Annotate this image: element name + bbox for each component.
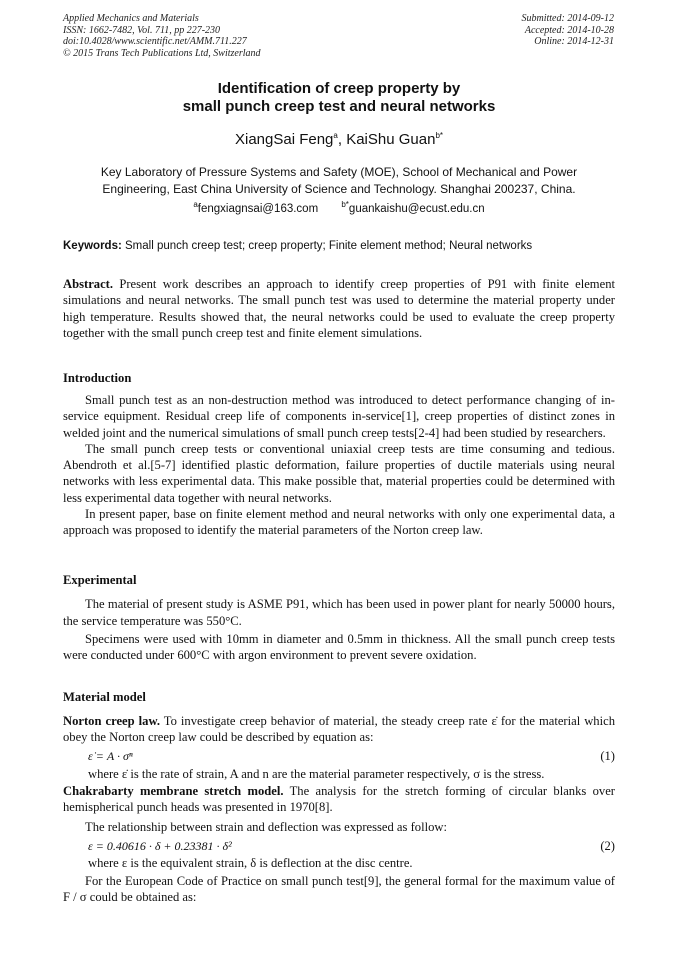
experimental-paragraph-2: Specimens were used with 10mm in diameter and 0.5mm in thickness. All the small punch creep tests were conducted under 600°C with argon environment to prevent severe oxidation.: [63, 631, 615, 663]
european-code-paragraph: [63, 873, 615, 906]
experimental-heading: Experimental: [63, 573, 137, 587]
experimental-section: [63, 572, 615, 588]
author-2: KaiShu Guan: [346, 131, 436, 148]
equation-2-where: where ε is the equivalent strain, δ is deflection at the disc centre.: [88, 856, 413, 870]
paper-title: [0, 80, 678, 115]
chakrabarty-label: Chakrabarty membrane stretch model.: [63, 784, 284, 798]
author-list: [0, 131, 678, 148]
author-separator: ,: [337, 131, 347, 148]
introduction-heading: Introduction: [63, 371, 132, 385]
norton-text: To investigate creep behavior of material, the steady creep rate ε̇ for the material which obey the Norton creep law could be described by equation as:: [63, 714, 615, 745]
author-1: XiangSai Feng: [235, 131, 334, 148]
submitted-date: Submitted: 2014-09-12: [521, 13, 614, 24]
equation-2: [88, 839, 615, 854]
chakrabarty-paragraph: [63, 783, 615, 835]
relation-sentence: The relationship between strain and deflection was expressed as follow:: [85, 819, 447, 834]
email-1-block: [193, 200, 319, 215]
equation-1-number: (1): [600, 749, 615, 763]
title-line-2: small punch creep test and neural networks: [182, 97, 496, 115]
author-1-sup: a: [333, 131, 338, 140]
norton-label: Norton creep law.: [63, 714, 160, 728]
journal-name: Applied Mechanics and Materials: [63, 13, 199, 24]
journal-header-left: [63, 13, 261, 59]
keywords-label: Keywords:: [63, 240, 122, 252]
affiliation-line-1: Key Laboratory of Pressure Systems and Safety (MOE), School of Mechanical and Power: [100, 165, 578, 179]
intro-paragraph-3: In present paper, base on finite element method and neural networks with only one experimental data, a approach was proposed to identify the material parameters of the Norton creep law.: [63, 507, 615, 538]
chakrabarty-text: The analysis for the stretch forming of circular blanks over hemispherical punch heads was presented in 1970[8].: [63, 784, 615, 815]
accepted-date: Accepted: 2014-10-28: [524, 24, 614, 36]
norton-paragraph: [63, 713, 615, 746]
european-code-text: For the European Code of Practice on small punch test[9], the general formal for the maximum value of F / σ could be obtained as:: [63, 874, 615, 905]
affiliation: [70, 164, 608, 197]
issn-line: ISSN: 1662-7482, Vol. 711, pp 227-230: [63, 24, 221, 36]
email-2-block: [341, 200, 485, 215]
keywords: [63, 240, 615, 252]
copyright-line: © 2015 Trans Tech Publications Ltd, Switzerland: [63, 47, 261, 59]
equation-2-number: (2): [600, 839, 615, 853]
email-2[interactable]: guankaishu@ecust.edu.cn: [348, 203, 485, 215]
intro-paragraph-1: Small punch test as an non-destruction method was introduced to detect performance changing of in-service equipment. Residual creep life of components in-service[1], creep properties of distinct zones in welded joint and the numerical simulations of small punch creep tests[2-4] had been studied by researchers.: [63, 393, 615, 440]
equation-1: [88, 749, 615, 764]
email-line: [0, 200, 678, 215]
equation-1-formula: ε̇ = A · σⁿ: [88, 749, 133, 763]
abstract-text: Present work describes an approach to identify creep properties of P91 with finite element simulations and neural networks. The small punch test was used to determine the material property under high temperature. Results showed that, the neural networks could be used to evaluate the creep property together with the small punch creep test and finite element simulations.: [63, 277, 615, 340]
intro-paragraph-2: The small punch creep tests or conventional uniaxial creep tests are time consuming and tedious. Abendroth et al.[5-7] identified plastic deformation, failure properties of ductile materials using neural networks with less experimental data. This make possible that, material properties could be determined with less experimental data together with neural networks.: [63, 441, 615, 505]
keywords-text: Small punch creep test; creep property; Finite element method; Neural networks: [121, 240, 533, 252]
abstract: [63, 276, 615, 341]
title-line-1: Identification of creep property by: [217, 80, 461, 97]
equation-1-where: where ε̇ is the rate of strain, A and n are the material parameter respectively, σ is the stress.: [88, 767, 545, 781]
experimental-body: [63, 596, 615, 664]
online-date: Online: 2014-12-31: [534, 36, 614, 47]
material-model-section: [63, 689, 615, 705]
journal-header-right: [522, 13, 615, 48]
doi-line: doi:10.4028/www.scientific.net/AMM.711.227: [63, 36, 247, 47]
email-1[interactable]: fengxiagnsai@163.com: [197, 203, 319, 215]
experimental-paragraph-1: The material of present study is ASME P91, which has been used in power plant for nearly 50000 hours, the service temperature was 550°C.: [63, 597, 615, 628]
affiliation-line-2: Engineering, East China University of Science and Technology. Shanghai 200237, China.: [102, 181, 576, 196]
author-2-sup: b*: [435, 131, 443, 140]
introduction-body: [63, 392, 615, 539]
material-model-heading: Material model: [63, 690, 146, 704]
email-1-sup: a: [193, 200, 198, 210]
abstract-label: Abstract.: [63, 277, 114, 291]
email-2-sup: b*: [341, 200, 349, 210]
introduction-section: [63, 370, 615, 386]
equation-2-formula: ε = 0.40616 · δ + 0.23381 · δ²: [88, 839, 232, 853]
